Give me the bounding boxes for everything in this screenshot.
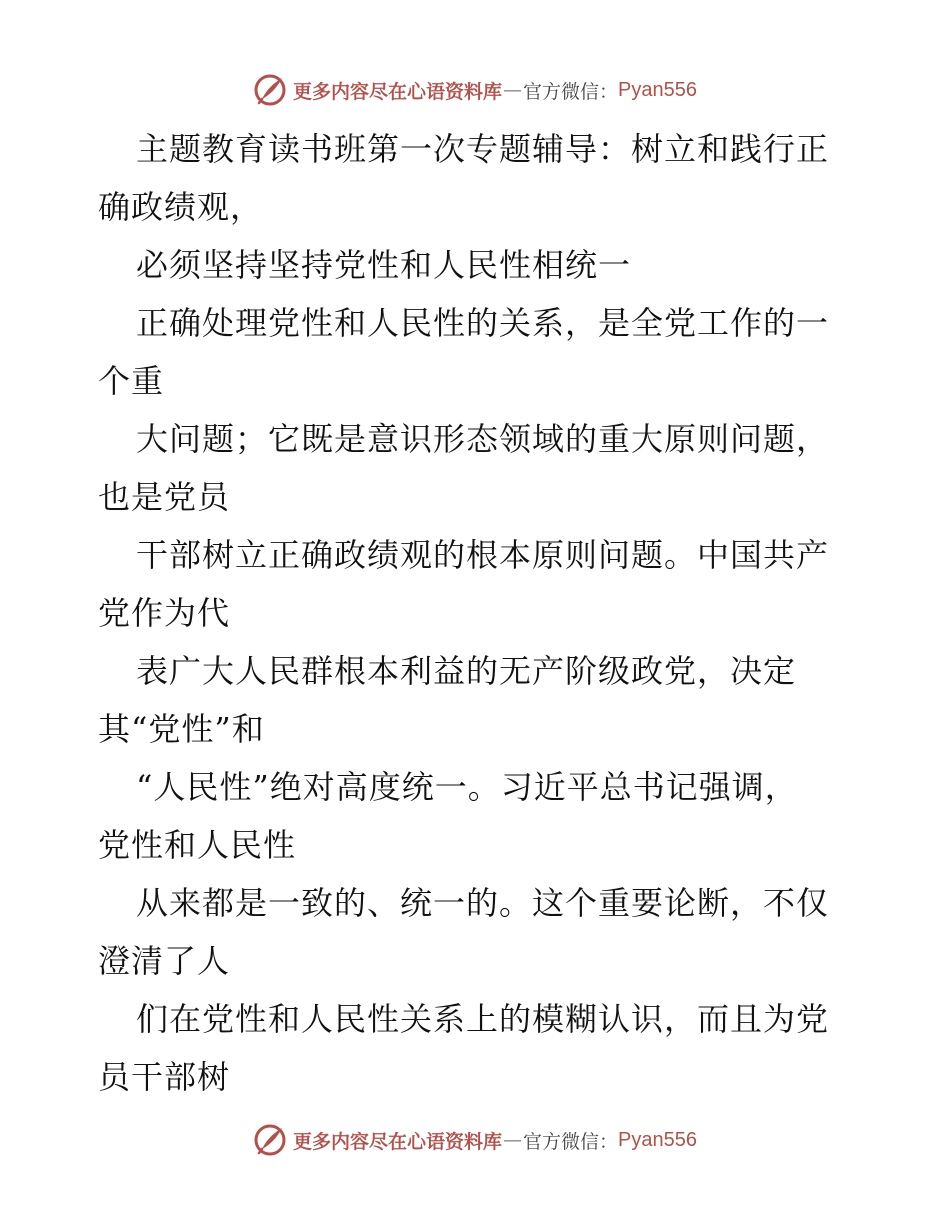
banner-wechat-id: Pyan556 (618, 1128, 697, 1151)
banner-site-text: 更多内容尽在心语资料库 (293, 1130, 503, 1153)
banner-wechat-label: 官方微信： (523, 1130, 619, 1153)
text-line: 从来都是一致的、统一的。这个重要论断，不仅 (136, 884, 830, 922)
banner-separator: — (503, 1129, 523, 1151)
banner-wechat-label: 官方微信： (523, 80, 619, 103)
text-line: 澄清了人 (98, 942, 231, 980)
feather-pen-logo-icon (253, 73, 287, 107)
text-line: 员干部树 (98, 1058, 231, 1096)
document-body (98, 120, 858, 1106)
text-line: 其“党性”和 (98, 710, 265, 748)
banner-site-text: 更多内容尽在心语资料库 (293, 80, 503, 103)
header-banner (0, 70, 950, 110)
banner-wechat-id: Pyan556 (618, 78, 697, 101)
text-line: 个重 (98, 362, 165, 400)
text-line: 干部树立正确政绩观的根本原则问题。中国共产 (136, 536, 830, 574)
text-line: 确政绩观， (98, 188, 264, 226)
text-line: 党作为代 (98, 594, 231, 632)
text-line: 表广大人民群根本利益的无产阶级政党，决定 (136, 652, 797, 690)
banner-separator: — (503, 79, 523, 101)
feather-pen-logo-icon (253, 1123, 287, 1157)
text-line: 们在党性和人民性关系上的模糊认识，而且为党 (136, 1000, 830, 1038)
footer-banner (0, 1120, 950, 1160)
text-line: 大问题；它既是意识形态领域的重大原则问题， (136, 420, 830, 458)
text-line: 主题教育读书班第一次专题辅导：树立和践行正 (136, 130, 830, 168)
text-line: 正确处理党性和人民性的关系，是全党工作的一 (136, 304, 830, 342)
text-line: “人民性”绝对高度统一。习近平总书记强调， (136, 768, 798, 806)
text-line: 必须坚持坚持党性和人民性相统一 (136, 246, 632, 284)
text-line: 也是党员 (98, 478, 231, 516)
text-line: 党性和人民性 (98, 826, 297, 864)
